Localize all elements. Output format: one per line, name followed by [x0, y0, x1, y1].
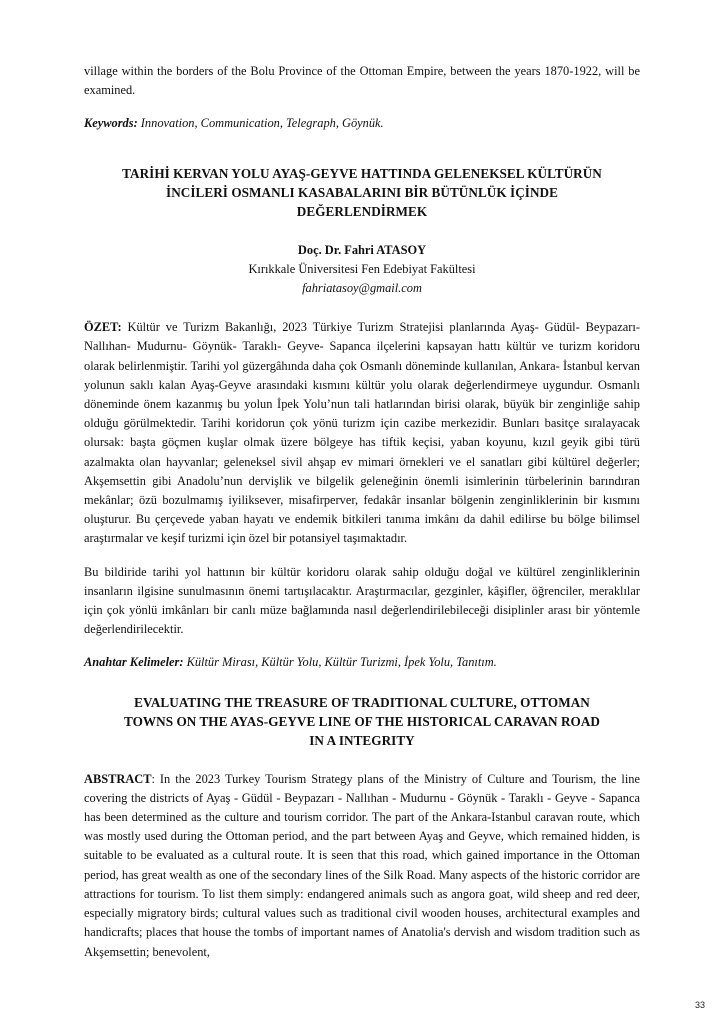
turkish-keywords-label: Anahtar Kelimeler: [84, 655, 184, 670]
english-title-line-3: IN A INTEGRITY [309, 732, 415, 748]
turkish-abstract-text-1: Kültür ve Turizm Bakanlığı, 2023 Türkiye Turizm Stratejisi planlarında Ayaş- Güdül- Beypazarı- Nallıhan- Mudurnu- Göynük- Taraklı- Geyve- Sapanca ilçelerini kapsayan hattı kültür ve turizm koridoru olarak belirlenmiştir. Tarihi yol güzergâhında daha çok Osmanlı döneminde kullanılan, Ankara- İstanbul kervan yolunun saklı kalan Ayaş-Geyve arasındaki kısmını kültür yolu olarak değerlendirmeye uygundur. Osmanlı döneminde önem kazanmış bu yolun İpek Yolu’nun tali hatlarından birisi olarak, büyük bir zenginliğe sahip olduğu görülmektedir. Tarihi koridorun çok yönü turizm için cazibe merkezidir. Bunları basitçe sıralayacak olursak: başta göçmen kuşlar olmak üzere bölgeye has tiftik keçisi, yaban koyunu, kızıl geyik gibi türü azalmakta olan hayvanlar; geleneksel sivil ahşap ev mimari örnekleri ve el sanatları gibi kültürel değerler; Akşemsettin gibi Anadolu’nun dervişlik ve bilgelik geleneğinin önemli isimlerinin türbelerinin barındıran mekânlar; özü bozulmamış iyiliksever, misafirperver, fedakâr insanlar bölgenin zenginliklerinin bir kısmını oluşturur. Bu çerçevede yaban hayatı ve endemik bitkileri tanıma imkânı da dahil edilirse bu bölge bilimsel araştırmalar ve keşif turizmi için özel bir potansiyel taşımaktadır. [84, 320, 640, 546]
author-block [84, 241, 640, 299]
author-name: Doç. Dr. Fahri ATASOY [297, 242, 427, 257]
keywords-text: Innovation, Communication, Telegraph, Göynük. [137, 116, 384, 131]
turkish-abstract-paragraph-2: Bu bildiride tarihi yol hattının bir kültür koridoru olarak sahip olduğu doğal ve kültürel zenginliklerinin insanların ilgisine sunulmasının önemi tartışılacaktır. Araştırmacılar, gezginler, kâşifler, öğrenciler, meraklılar için çok yönlü imkânları bir canlı müze bağlamında nasıl değerlendirilebileceği disiplinler arası bir yöntemle değerlendirilecektir. [84, 564, 640, 637]
turkish-title-line-3: DEĞERLENDİRMEK [296, 203, 428, 219]
english-title-line-2: TOWNS ON THE AYAS-GEYVE LINE OF THE HISTORICAL CARAVAN ROAD [124, 713, 600, 729]
english-abstract-text: : In the 2023 Turkey Tourism Strategy plans of the Ministry of Culture and Tourism, the line covering the districts of Ayaş - Güdül - Beypazarı - Nallıhan - Mudurnu - Göynük - Taraklı - Geyve - Sapanca has been determined as the culture and tourism corridor. The part of the Ankara-Istanbul caravan route, which was mostly used during the Ottoman period, and the part between Ayaş and Geyve, which remained hidden, is suitable to be evaluated as a cultural route. It is seen that this road, which gained importance in the Ottoman period, has great wealth as one of the secondary lines of the Silk Road. Many aspects of the historic corridor are attractions for tourism. To list them simply: endangered animals such as angora goat, wild sheep and red deer, especially migratory birds; cultural values such as traditional civil wooden houses, architectural examples and handicrafts; places that house the tombs of important names of Anatolia's dervish and wisdom tradition such as Akşemsettin; benevolent, [84, 771, 640, 959]
turkish-title [84, 164, 640, 221]
turkish-abstract-paragraph-1 [84, 318, 640, 548]
english-abstract [84, 770, 640, 962]
author-affiliation: Kırıkkale Üniversitesi Fen Edebiyat Fakültesi [248, 261, 476, 276]
english-abstract-label: ABSTRACT [84, 771, 152, 786]
keywords-label: Keywords: [84, 116, 138, 131]
keywords-turkish [84, 653, 640, 672]
author-email: fahriatasoy@gmail.com [302, 281, 422, 296]
turkish-title-line-1: TARİHİ KERVAN YOLU AYAŞ-GEYVE HATTINDA GELENEKSEL KÜLTÜRÜN [122, 165, 602, 181]
previous-abstract-fragment: village within the borders of the Bolu Province of the Ottoman Empire, between the years 1870-1922, will be examined. [84, 64, 640, 98]
english-title-line-1: EVALUATING THE TREASURE OF TRADITIONAL CULTURE, OTTOMAN [134, 694, 590, 710]
page-number: 33 [694, 1000, 705, 1010]
keywords-english [84, 114, 640, 133]
turkish-keywords-text: Kültür Mirası, Kültür Yolu, Kültür Turizmi, İpek Yolu, Tanıtım. [183, 655, 497, 670]
english-title [84, 693, 640, 750]
turkish-abstract-label: ÖZET: [84, 320, 122, 335]
turkish-title-line-2: İNCİLERİ OSMANLI KASABALARINI BİR BÜTÜNLÜK İÇİNDE [166, 184, 558, 200]
document-page [84, 62, 640, 962]
